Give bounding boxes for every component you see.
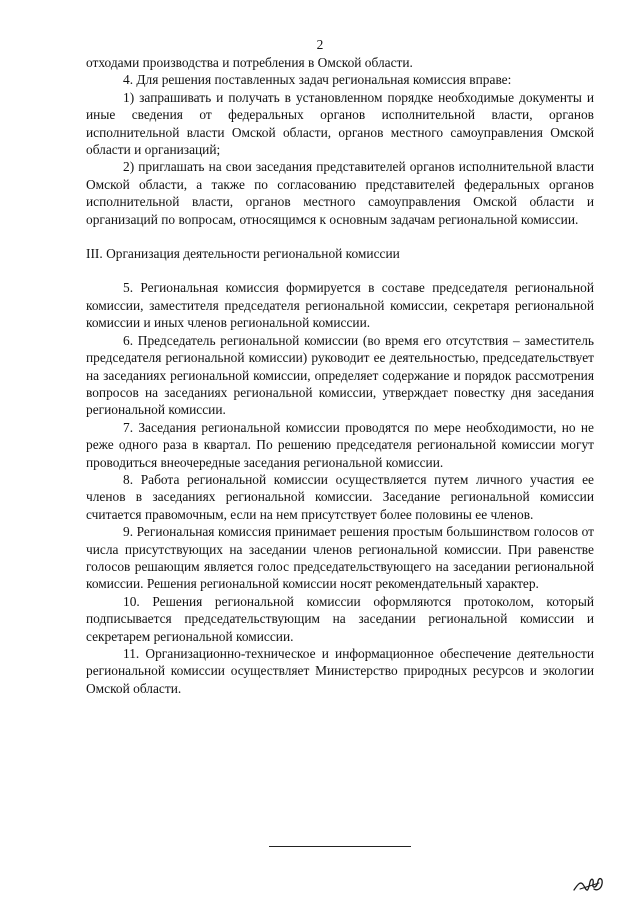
- paragraph-9: 9. Региональная комиссия принимает решения простым большинством голосов от числа присутствующих на заседании членов региональной комиссии. При равенстве голосов решающим является голос председательствующего на заседании региональной комиссии. Решения региональной комиссии носят рекомендательный характер.: [86, 524, 594, 592]
- signature-mark: [572, 874, 606, 894]
- paragraph-5: 5. Региональная комиссия формируется в составе председателя региональной комиссии, заместителя председателя региональной комиссии, секретаря региональной комиссии и иных членов региональной комиссии.: [86, 280, 594, 331]
- paragraph-4-item-2: 2) приглашать на свои заседания представителей органов исполнительной власти Омской области, а также по согласованию представителей федеральных органов исполнительной власти, органов местного самоуправления Омской области и организаций по вопросам, относящимся к основным задачам региональной комиссии.: [86, 159, 594, 227]
- paragraph-10: 10. Решения региональной комиссии оформляются протоколом, который подписывается председательствующим на заседании региональной комиссии и секретарем региональной комиссии.: [86, 593, 594, 644]
- section-heading: III. Организация деятельности региональной комиссии: [86, 246, 400, 262]
- paragraph-4: 4. Для решения поставленных задач региональная комиссия вправе:: [123, 72, 512, 88]
- page-number: 2: [316, 37, 324, 52]
- paragraph-4-item-1: 1) запрашивать и получать в установленном порядке необходимые документы и иные сведения от федеральных органов исполнительной власти, органов исполнительной власти Омской области, органов местного самоуправления Омской области и организаций;: [86, 89, 594, 158]
- paragraph-11: 11. Организационно-техническое и информационное обеспечение деятельности региональной комиссии осуществляет Министерство природных ресурсов и экологии Омской области.: [86, 646, 594, 696]
- paragraph-8: 8. Работа региональной комиссии осуществляется путем личного участия ее членов в заседаниях региональной комиссии. Заседание региональной комиссии считается правомочным, если на нем присутствует более половины ее членов.: [86, 471, 594, 522]
- paragraph-continuation: отходами производства и потребления в Омской области.: [86, 55, 413, 70]
- separator-line: [269, 846, 411, 847]
- paragraph-7: 7. Заседания региональной комиссии проводятся по мере необходимости, но не реже одного раза в квартал. По решению председателя региональной комиссии могут проводиться внеочередные заседания региональной комиссии.: [86, 419, 594, 470]
- paragraph-6: 6. Председатель региональной комиссии (во время его отсутствия – заместитель председателя региональной комиссии) руководит ее деятельностью, председательствует на заседаниях региональной комиссии, определяет содержание и порядок рассмотрения вопросов на заседаниях региональной комиссии, утверждает повестку дня заседания региональной комиссии.: [86, 332, 594, 418]
- document-body: [86, 54, 594, 697]
